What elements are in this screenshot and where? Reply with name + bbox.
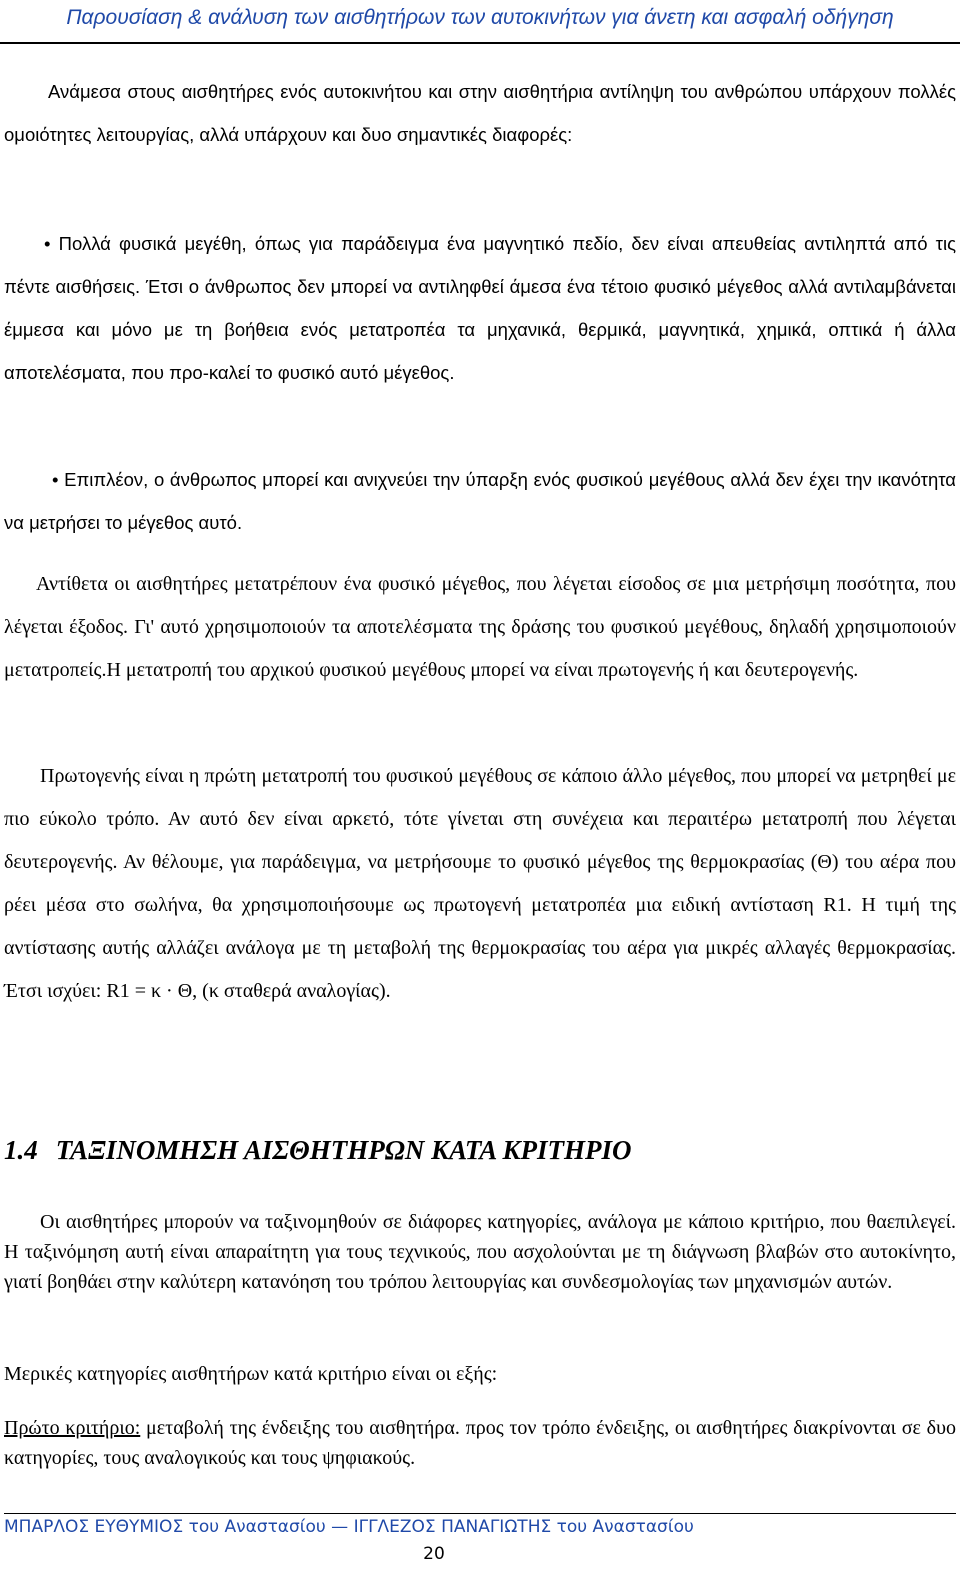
- section-title: ΤΑΞΙΝΟΜΗΣΗ ΑΙΣΘΗΤΗΡΩΝ ΚΑΤΑ ΚΡΙΤΗΡΙΟ: [55, 1135, 632, 1165]
- categories-intro: Μερικές κατηγορίες αισθητήρων κατά κριτήριο είναι οι εξής:: [4, 1363, 498, 1385]
- bullet-dot: •: [52, 469, 65, 490]
- first-criterion-label: Πρώτο κριτήριο:: [4, 1417, 141, 1439]
- footer-authors: ΜΠΑΡΛΟΣ ΕΥΘΥΜΙΟΣ του Αναστασίου — ΙΓΓΛΕΖΟΣ ΠΑΝΑΓΙΩΤΗΣ του Αναστασίου: [4, 1517, 694, 1537]
- intro-paragraph: Ανάμεσα στους αισθητήρες ενός αυτοκινήτου και στην αισθητήρια αντίληψη του ανθρώπου υπάρχουν πολλές ομοιότητες λειτουργίας, αλλά υπάρχουν και δυο σημαντικές διαφορές:: [4, 81, 956, 145]
- first-criterion-text: μεταβολή της ένδειξης του αισθητήρα. προς τον τρόπο ένδειξης, οι αισθητήρες διακρίνονται σε δυο κατηγορίες, τους αναλογικούς και τους ψηφιακούς.: [4, 1417, 957, 1469]
- section-heading: [4, 1135, 632, 1166]
- page-number: 20: [423, 1544, 445, 1564]
- classification-paragraph: Οι αισθητήρες μπορούν να ταξινομηθούν σε διάφορες κατηγορίες, ανάλογα με κάποιο κριτήριο, που θαεπιλεγεί. Η ταξινόμηση αυτή είναι απαραίτητη για τους τεχνικούς, που ασχολούνται με τη διάγνωση βλαβών στο αυτοκίνητο, γιατί βοηθάει στην καλύτερη κατανόηση του τρόπου λειτουργίας και συνδεσμολογίας των μηχανισμών αυτών.: [4, 1211, 956, 1293]
- bullet-item-1-text: Πολλά φυσικά μεγέθη, όπως για παράδειγμα ένα μαγνητικό πεδίο, δεν είναι απευθείας αντιληπτά από τις πέντε αισθήσεις. Έτσι ο άνθρωπος δεν μπορεί να αντιληφθεί άμεσα ένα τέτοιο φυσικό μέγεθος αλλά αντιλαμβάνεται έμμεσα και μόνο με τη βοήθεια ενός μετατροπέα τα μηχανικά, θερμικά, μαγνητικά, χημικά, οπτικά ή άλλα αποτελέσματα, που προ-καλεί το φυσικό αυτό μέγεθος.: [4, 233, 957, 383]
- header-title: Παρουσίαση & ανάλυση των αισθητήρων των αυτοκινήτων για άνετη και ασφαλή οδήγηση: [66, 6, 894, 29]
- first-criterion-paragraph: [4, 1413, 956, 1473]
- bullet-dot: •: [44, 233, 59, 254]
- primary-conversion-paragraph: Πρωτογενής είναι η πρώτη μετατροπή του φυσικού μεγέθους σε κάποιο άλλο μέγεθος, που μπορεί να μετρηθεί με πιο εύκολο τρόπο. Αν αυτό δεν είναι αρκετό, τότε γίνεται στη συνέχεια και περαιτέρω μετατροπή που λέγεται δευτερογενής. Αν θέλουμε, για παράδειγμα, να μετρήσουμε το φυσικό μέγεθος της θερμοκρασίας (Θ) του αέρα που ρέει μέσα στο σωλήνα, θα χρησιμοποιήσουμε ως πρωτογενή μετατροπέα μια ειδική αντίσταση R1. Η τιμή της αντίστασης αυτής αλλάζει ανάλογα με τη μεταβολή της θερμοκρασίας του αέρα για μικρές αλλαγές θερμοκρασίας. Έτσι ισχύει: R1 = κ · Θ, (κ σταθερά αναλογίας).: [4, 765, 956, 1002]
- section-number: 1.4: [4, 1135, 38, 1165]
- running-header: [0, 0, 960, 44]
- footer-divider: [4, 1513, 956, 1514]
- outputs-paragraph: Αντίθετα οι αισθητήρες μετατρέπουν ένα φυσικό μέγεθος, που λέγεται είσοδος σε μια μετρήσιμη ποσότητα, που λέγεται έξοδος. Γι' αυτό χρησιμοποιούν τα αποτελέσματα της δράσης του φυσικού μεγέθους, δηλαδή χρησιμοποιούν μετατροπείς.Η μετατροπή του αρχικού φυσικού μεγέθους μπορεί να είναι πρωτογενής ή και δευτερογενής.: [4, 573, 956, 681]
- bullet-item-2: [4, 458, 956, 544]
- bullet-item-2-text: Επιπλέον, ο άνθρωπος μπορεί και ανιχνεύει την ύπαρξη ενός φυσικού μεγέθους αλλά δεν έχει την ικανότητα να μετρήσει το μέγεθος αυτό.: [4, 469, 956, 533]
- bullet-item-1: [4, 222, 956, 394]
